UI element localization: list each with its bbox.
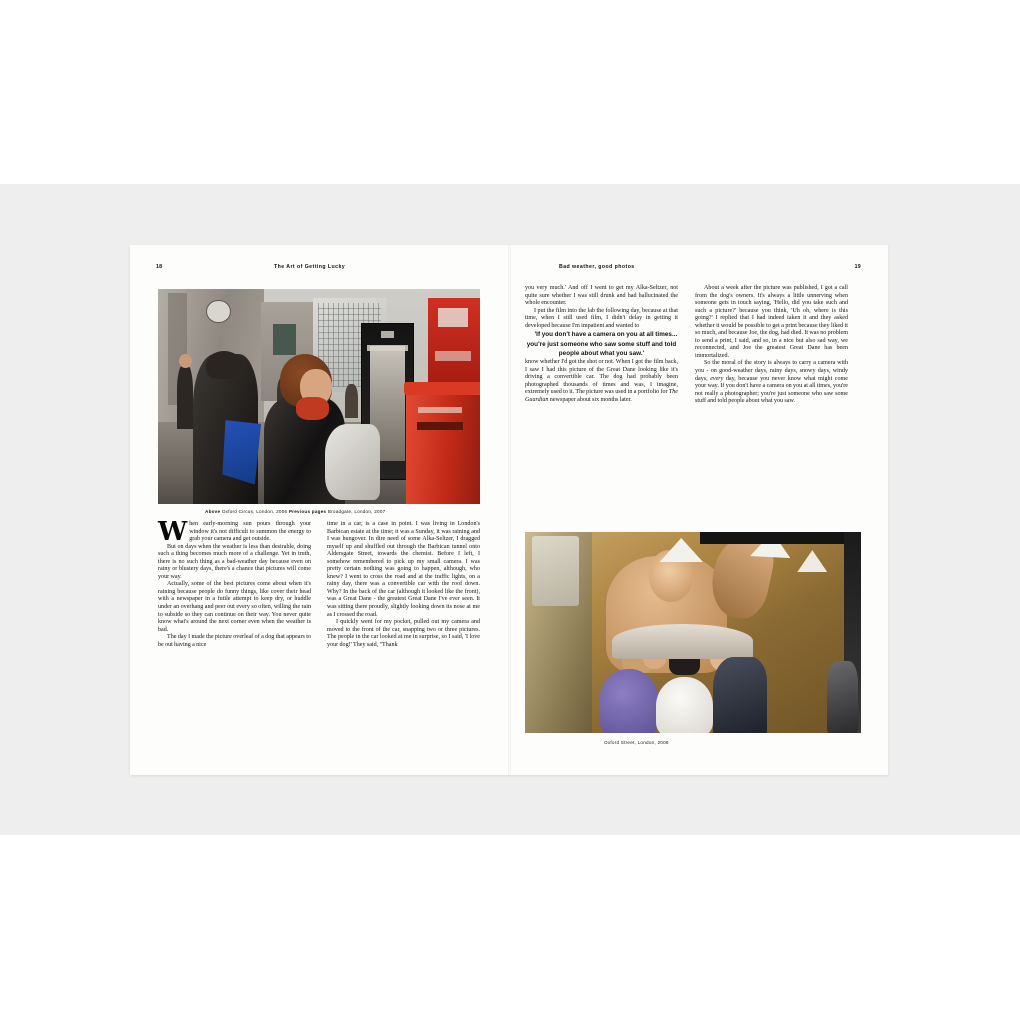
photo2-person-dark-coat xyxy=(713,657,767,733)
paragraph-text: know whether I'd got the shot or not. When I got the film back, I saw I had this picture of the Great Dane looking like it's driving a convertible car. The dog had probably been photographed thousands of times and was, I imagine, extremely used to it. The picture was used in a portfolio for xyxy=(525,359,678,396)
photo1-pillarbox-lid xyxy=(404,382,480,395)
left-page xyxy=(130,245,509,775)
photo2-purple-hat-person xyxy=(599,669,659,733)
photo1-pedestrian-1 xyxy=(177,364,193,429)
photo2-window-left xyxy=(532,536,579,606)
right-page-column-1 xyxy=(525,285,678,404)
right-page-column-2 xyxy=(695,285,848,406)
photo1-window-green xyxy=(273,324,296,356)
italic-title-the-guardian: The Guardian xyxy=(525,389,679,403)
italic-emphasis-every: every xyxy=(710,375,724,382)
photo1-pillarbox-slot xyxy=(417,422,463,430)
caption-label-previous: Previous pages xyxy=(288,509,327,514)
paragraph: The day I made the picture overleaf of a dog that appears to be out having a nice xyxy=(158,634,311,648)
left-page-column-1 xyxy=(158,517,311,649)
paragraph: About a week after the picture was published, I got a call from the dog's owners. It's always a little unnerving when someone gets in touch saying, 'Hello, did you take such and such a picture?' because you think, 'Uh oh, where is this going?' I replied that I had indeed taken it and they asked whether it would be possible to get a print because they liked it so much, and because Joe, the dog, had died. It was no problem to send a print, I said, and so, in a nice but also sad way, we reconnected, and Joe the greatest Great Dane has been immortalized. xyxy=(695,285,848,359)
paragraph xyxy=(695,360,848,405)
paragraph: time in a car, is a case in point. I was living in London's Barbican estate at the time; it was a Sunday, it was raining and I was hungover. In dire need of some Alka-Seltzer, I dragged myself up and shuffled out through the Barbican tunnel onto Aldersgate Street, towards the chemist. Before I left, I somehow remembered to pick up my small camera. I was pretty certain nothing was going to happen, although, who knew? I went to cross the road and at the traffic lights, on a rainy day, there was a convertible car with the roof down. Why? In the back of the car (although it looked like the front), was a Great Dane - the greatest Great Dane I've ever seen. It was sitting there proudly, slightly looking down its nose at me as I crossed the road. xyxy=(327,521,480,618)
photo1-phonebox-crown xyxy=(381,331,393,339)
caption-label-above: Above xyxy=(205,509,221,514)
paragraph: you very much.' And off I went to get my Alka-Seltzer, not quite sure whether I was still drunk and had hallucinated the whole encounter. xyxy=(525,285,678,307)
left-page-column-2 xyxy=(327,521,480,649)
photo1-street-clock xyxy=(206,300,231,324)
caption-left-photo xyxy=(205,509,385,514)
paragraph xyxy=(525,359,678,404)
pull-quote: 'If you don't have a camera on you at all times... you're just someone who saw some stuff and told people about what you saw.' xyxy=(526,331,678,358)
right-page-folio: 19 xyxy=(854,264,861,270)
photo1-red-scarf xyxy=(296,397,328,421)
photo1-white-carrier-bag xyxy=(325,424,380,499)
paragraph: I put the film into the lab the following day, because at that time, when I still used film, I didn't delay in getting it developed because I'm impatient and wanted to xyxy=(525,307,678,329)
right-running-head: Bad weather, good photos xyxy=(559,264,635,270)
photo1-bus-panel xyxy=(435,351,471,361)
paragraph-text-tail: day, because you never know what might come your way. If you don't have a camera on you at all times, you're not really a photographer; you're just someone who saw some stuff and told people about what you saw. xyxy=(695,375,848,405)
photo1-pillarbox-plate xyxy=(418,407,461,413)
photo1-pedestrian-4 xyxy=(345,384,358,418)
left-running-head: The Art of Getting Lucky xyxy=(274,264,346,270)
photo2-umbrella xyxy=(612,624,753,658)
photo2-white-hat-person xyxy=(656,677,713,733)
paragraph-text-tail: newspaper about six months later. xyxy=(548,396,632,403)
caption-text-previous: Broadgate, London, 2007 xyxy=(326,509,386,514)
paragraph: Actually, some of the best pictures come about when it's raining because people do funny things, like cover their head with a newspaper in a futile attempt to keep dry, or huddle under an overhang and peer out every so often, willing the rain to subside so they can continue on their way. You never quite know what's around the next corner even when the weather is bad. xyxy=(158,581,311,633)
photo-oxford-street xyxy=(525,532,861,733)
paragraph-text: So the moral of the story is always to carry a camera with you - on good-weather days, rainy days, snowy days, windy days, xyxy=(695,360,848,382)
photo-oxford-circus xyxy=(158,289,480,504)
right-page xyxy=(509,245,888,775)
photo2-billboard-frame-top xyxy=(700,532,861,544)
photo1-red-bus xyxy=(428,298,480,384)
caption-text-above: Oxford Circus, London, 2006 xyxy=(220,509,289,514)
paragraph xyxy=(158,517,311,547)
photo1-man-hair xyxy=(206,351,241,379)
drop-cap: W xyxy=(158,517,187,547)
photo1-blue-bag xyxy=(222,420,261,485)
paragraph-text: hen early-morning sun pours through your window it's not difficult to summon the energy to grab your camera and get outside. xyxy=(189,521,311,543)
left-page-folio: 18 xyxy=(156,264,163,270)
photo1-bus-window xyxy=(438,308,468,327)
paragraph: I quickly went for my pocket, pulled out my camera and moved to the front of the car, snapping two or three pictures. The people in the car looked at me in surprise, so I said, 'I love your dog!' They said, "Thank xyxy=(327,619,480,648)
book-spread xyxy=(130,245,888,775)
caption-right-photo: Oxford Street, London, 2008 xyxy=(604,740,669,745)
paragraph: But on days when the weather is less than desirable, doing such a thing becomes much more of a challenge. Yet in truth, there is no such thing as a bad-weather day because even on rainy or blustery days, there's a chance that pictures will come your way. xyxy=(158,543,311,580)
photo1-pillar-box xyxy=(406,386,480,504)
photo2-person-right xyxy=(827,661,857,733)
photo1-pedestrian-1-face xyxy=(179,354,192,368)
